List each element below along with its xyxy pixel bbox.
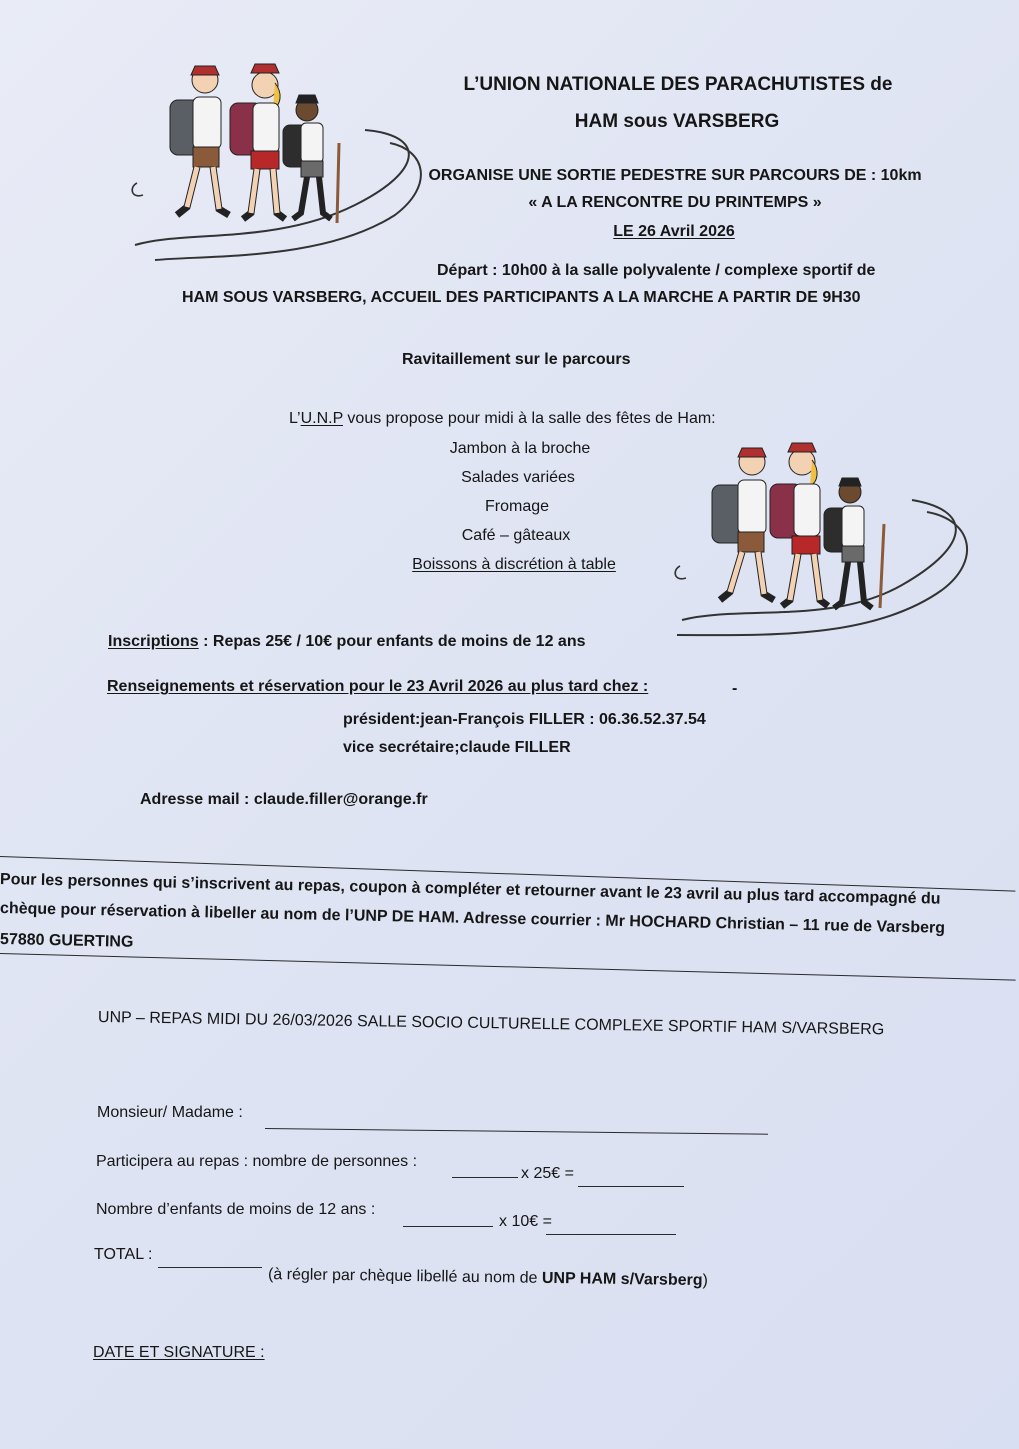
persons-label: Participera au repas : nombre de personnes : <box>96 1153 418 1170</box>
event-name: « A LA RENCONTRE DU PRINTEMPS » <box>528 194 822 211</box>
hikers-illustration <box>125 55 425 270</box>
total-note-suffix: ) <box>702 1272 709 1290</box>
departure-line1: Départ : 10h00 à la salle polyvalente / complexe sportif de <box>437 262 876 279</box>
notice-line2: chèque pour réservation à libeller au nom de l’UNP DE HAM. Adresse courrier : Mr HOCHARD Christian – 11 rue de Varsberg <box>0 900 946 937</box>
org-title-line1: L’UNION NATIONALE DES PARACHUTISTES de <box>463 74 893 95</box>
menu-intro-suffix: vous propose pour midi à la salle des fêtes de Ham: <box>342 410 716 427</box>
total-note-prefix: (à régler par chèque libellé au nom de <box>267 1266 543 1287</box>
coupon-title: UNP – REPAS MIDI DU 26/03/2026 SALLE SOCIO CULTURELLE COMPLEXE SPORTIF HAM S/VARSBERG <box>97 1009 885 1039</box>
total-field[interactable] <box>158 1267 262 1268</box>
total-note <box>268 1265 708 1291</box>
date-signature-label: DATE ET SIGNATURE : <box>93 1344 265 1361</box>
total-note-bold: UNP HAM s/Varsberg <box>541 1269 703 1290</box>
notice-line3: 57880 GUERTING <box>0 931 134 951</box>
departure-line2: HAM SOUS VARSBERG, ACCUEIL DES PARTICIPANTS A LA MARCHE A PARTIR DE 9H30 <box>182 289 861 306</box>
hikers-illustration <box>672 440 972 650</box>
menu-item: Café – gâteaux <box>461 527 571 544</box>
persons-multiplier: x 25€ = <box>521 1165 574 1182</box>
name-label: Monsieur/ Madame : <box>97 1104 243 1121</box>
menu-item: Salades variées <box>461 469 575 486</box>
menu-item: Jambon à la broche <box>449 440 591 457</box>
divider-bottom <box>0 953 1016 981</box>
president-contact: président:jean-François FILLER : 06.36.52.37.54 <box>343 711 706 728</box>
registration-text: : Repas 25€ / 10€ pour enfants de moins de 12 ans <box>198 633 586 650</box>
persons-total-field[interactable] <box>578 1186 684 1187</box>
menu-intro <box>289 409 716 429</box>
email-contact: Adresse mail : claude.filler@orange.fr <box>140 791 428 808</box>
info-heading: Renseignements et réservation pour le 23 Avril 2026 au plus tard chez : <box>107 678 649 695</box>
children-label: Nombre d’enfants de moins de 12 ans : <box>96 1201 376 1218</box>
name-field[interactable] <box>265 1128 768 1135</box>
menu-item: Fromage <box>484 498 550 515</box>
total-label: TOTAL : <box>94 1246 153 1263</box>
registration-label: Inscriptions <box>108 633 199 650</box>
org-title-line2: HAM sous VARSBERG <box>574 111 780 132</box>
children-total-field[interactable] <box>546 1234 676 1235</box>
info-dash: - <box>732 680 738 697</box>
notice-line1: Pour les personnes qui s’inscrivent au repas, coupon à compléter et retourner avant le 23 avril au plus tard accompagné du <box>0 871 941 908</box>
supply-note: Ravitaillement sur le parcours <box>402 351 631 368</box>
organise-line: ORGANISE UNE SORTIE PEDESTRE SUR PARCOURS DE : 10km <box>428 167 922 184</box>
menu-intro-prefix: L’ <box>289 410 301 427</box>
children-multiplier: x 10€ = <box>499 1213 552 1230</box>
registration-line <box>108 632 586 652</box>
menu-drinks: Boissons à discrétion à table <box>412 556 616 573</box>
event-date: LE 26 Avril 2026 <box>613 223 735 240</box>
persons-count-field[interactable] <box>452 1177 518 1178</box>
children-count-field[interactable] <box>403 1226 493 1227</box>
vice-secretary-contact: vice secrétaire;claude FILLER <box>343 739 571 756</box>
menu-intro-abbr: U.N.P <box>300 410 343 427</box>
